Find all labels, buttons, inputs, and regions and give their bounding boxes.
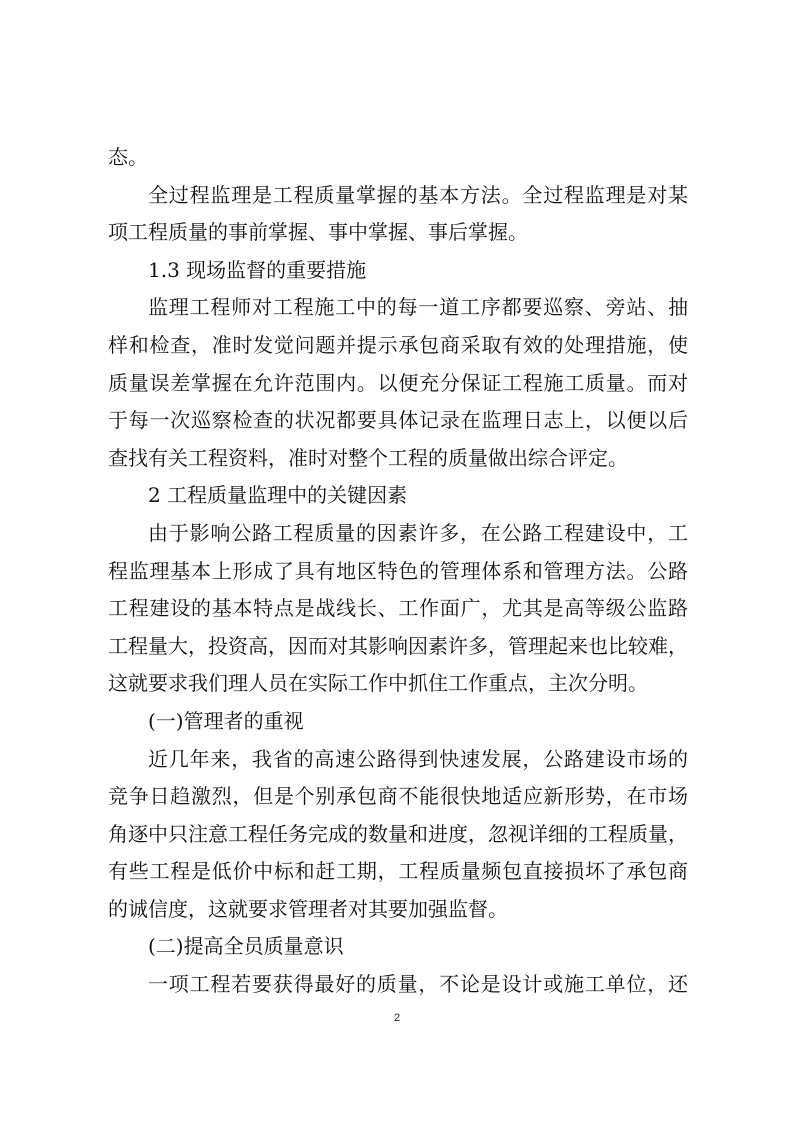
paragraph-line: 项工程质量的事前掌握、事中掌握、事后掌握。 [108, 220, 528, 245]
paragraph-line: 的诚信度，这就要求管理者对其要加强监督。 [108, 896, 508, 921]
paragraph-line: 监理工程师对工程施工中的每一道工序都要巡察、旁站、抽 [148, 295, 688, 320]
section-heading: 2 工程质量监理中的关键因素 [148, 483, 408, 508]
paragraph-line: 程监理基本上形成了具有地区特色的管理体系和管理方法。公路 [108, 558, 688, 583]
paragraph-line: 由于影响公路工程质量的因素许多，在公路工程建设中，工 [148, 520, 688, 545]
paragraph-line: 态。 [108, 145, 148, 169]
section-heading: (一)管理者的重视 [148, 708, 304, 733]
body-text [108, 139, 688, 1004]
paragraph-line: 工程建设的基本特点是战线长、工作面广，尤其是高等级公监路 [108, 596, 688, 621]
paragraph-line: 质量误差掌握在允许范围内。以便充分保证工程施工质量。而对 [108, 370, 688, 395]
paragraph-line: 工程量大，投资高，因而对其影响因素许多，管理起来也比较难， [108, 633, 688, 658]
paragraph-line: 这就要求我们理人员在实际工作中抓住工作重点，主次分明。 [108, 671, 648, 696]
paragraph-line: 有些工程是低价中标和赶工期，工程质量频包直接损坏了承包商 [108, 859, 688, 884]
paragraph-line: 近几年来，我省的高速公路得到快速发展，公路建设市场的 [148, 746, 688, 771]
paragraph-line: 一项工程若要获得最好的质量，不论是设计或施工单位，还 [148, 972, 688, 997]
paragraph-line: 竞争日趋激烈，但是个别承包商不能很快地适应新形势，在市场 [108, 784, 688, 809]
page-number: 2 [393, 1012, 401, 1024]
section-heading: 1.3 现场监督的重要措施 [148, 257, 367, 282]
section-heading: (二)提高全员质量意识 [148, 934, 344, 959]
paragraph-line: 角逐中只注意工程任务完成的数量和进度，忽视详细的工程质量， [108, 821, 688, 846]
paragraph-line: 于每一次巡察检查的状况都要具体记录在监理日志上，以便以后 [108, 408, 688, 433]
paragraph-line: 查找有关工程资料，准时对整个工程的质量做出综合评定。 [108, 445, 628, 470]
paragraph-line: 样和检查，准时发觉问题并提示承包商采取有效的处理措施，使 [108, 332, 688, 357]
paragraph-line: 全过程监理是工程质量掌握的基本方法。全过程监理是对某 [148, 182, 688, 207]
